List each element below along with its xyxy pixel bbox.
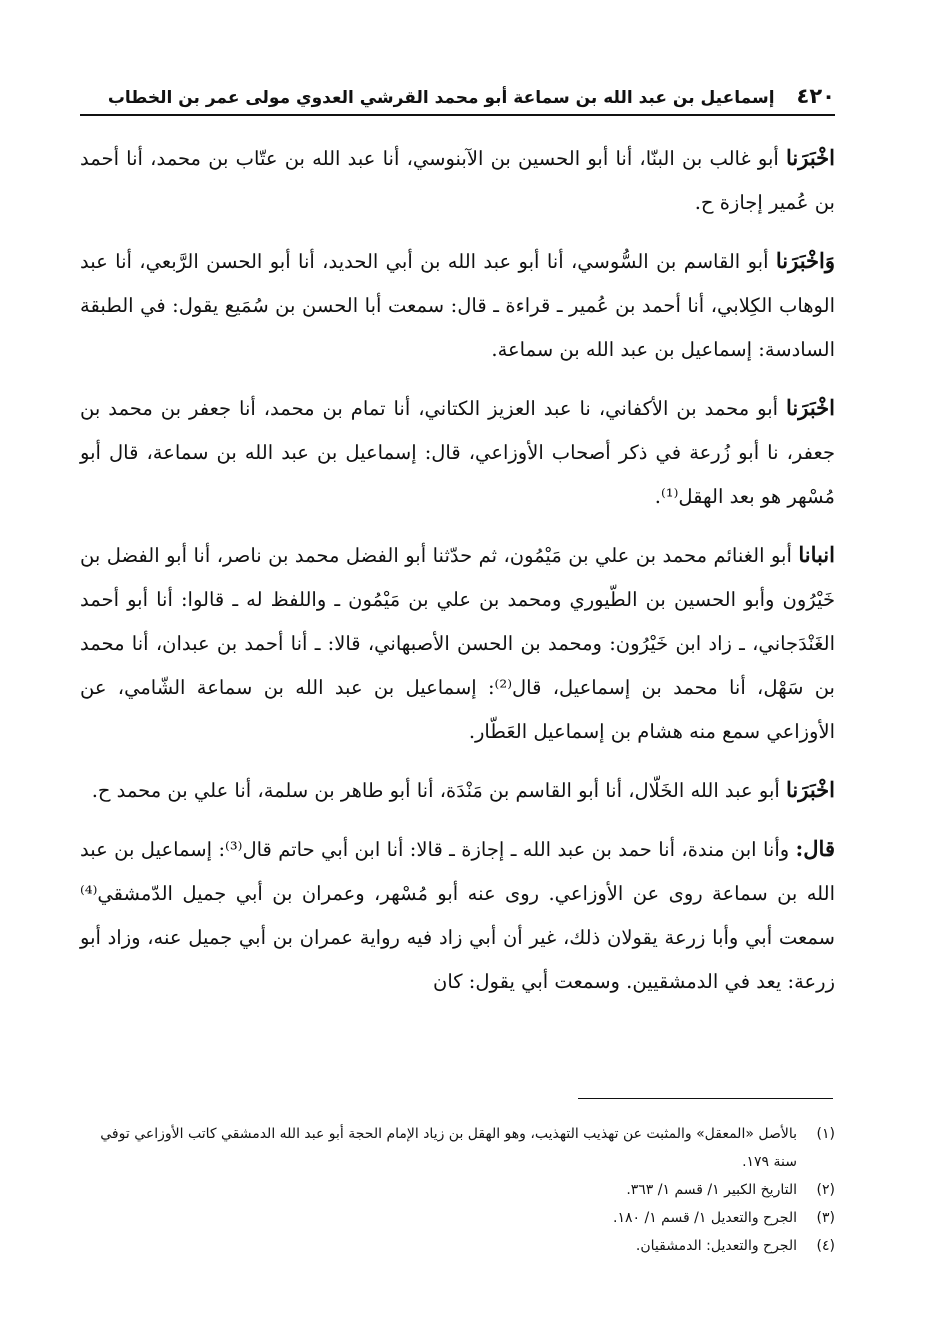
footnote — [80, 1232, 835, 1260]
paragraph-text: أبو محمد بن الأكفاني، نا عبد العزيز الكتاني، أنا تمام بن محمد، أنا جعفر بن محمد بن جعفر، نا أبو زُرعة في ذكر أصحاب الأوزاعي، قال: إسماعيل بن عبد الله بن سماعة، قال أبو مُسْهر هو بعد الهقل⁽¹⁾. — [80, 397, 835, 508]
footnote-number: (٣) — [816, 1210, 835, 1226]
paragraph-text: أبو الغنائم محمد بن علي بن مَيْمُون، ثم حدّثنا أبو الفضل محمد بن ناصر، أنا أبو الفضل بن خَيْرُون وأبو الحسين بن الطّيوري ومحمد بن علي بن مَيْمُون ـ واللفظ له ـ قالوا: أنا أبو أحمد الغَنْدَجاني، ـ زاد ابن خَيْرُون: ومحمد بن الحسن الأصبهاني، قالا: ـ أنا أحمد بن عبدان، أنا محمد بن سَهْل، أنا محمد بن إسماعيل، قال⁽²⁾: إسماعيل بن عبد الله بن سماعة الشّامي، عن الأوزاعي سمع منه هشام بن إسماعيل العَطّار. — [80, 544, 835, 743]
paragraph-lead: قال: — [795, 836, 835, 861]
paragraph — [80, 386, 835, 519]
footnote-text: الجرح والتعديل ١/ قسم ١/ ١٨٠. — [613, 1210, 797, 1226]
footnote — [80, 1120, 835, 1176]
running-title: إسماعيل بن عبد الله بن سماعة أبو محمد القرشي العدوي مولى عمر بن الخطاب — [107, 88, 775, 108]
footnote — [80, 1204, 835, 1232]
paragraph-text: وأنا ابن مندة، أنا حمد بن عبد الله ـ إجازة ـ قالا: أنا ابن أبي حاتم قال⁽³⁾: إسماعيل بن عبد الله بن سماعة روى عن الأوزاعي. روى عنه أبو مُسْهر، وعمران بن أبي جميل الدّمشقي⁽⁴⁾ سمعت أبي وأبا زرعة يقولان ذلك، غير أن أبي زاد فيه رواية عمران بن أبي جميل عنه، وزاد أبو زرعة: يعد في الدمشقيين. وسمعت أبي يقول: كان — [80, 838, 835, 993]
footnote-text: بالأصل «المعقل» والمثبت عن تهذيب التهذيب، وهو الهقل بن زياد الإمام الحجة أبو عبد الله الدمشقي كاتب الأوزاعي توفي سنة ١٧٩. — [100, 1126, 797, 1170]
footnote — [80, 1176, 835, 1204]
paragraph-lead: اخْبَرَنا — [786, 145, 835, 170]
paragraph-text: أبو القاسم بن السُّوسي، أنا أبو عبد الله بن أبي الحديد، أنا أبو الحسن الرَّبعي، أنا عبد الوهاب الكِلابي، أنا أحمد بن عُمير ـ قراءة ـ قال: سمعت أبا الحسن بن سُمَيع يقول: في الطبقة السادسة: إسماعيل بن عبد الله بن سماعة. — [80, 250, 835, 361]
footnote-rule — [578, 1098, 833, 1099]
paragraph — [80, 239, 835, 372]
paragraph — [80, 827, 835, 1004]
paragraph — [80, 136, 835, 225]
footnote-number: (١) — [816, 1126, 835, 1142]
paragraph-lead: وَاخْبَرَنا — [775, 248, 835, 273]
page-number: ٤٢٠ — [796, 84, 835, 108]
footnote-number: (٤) — [816, 1238, 835, 1254]
footnote-number: (٢) — [816, 1182, 835, 1198]
footnote-text: التاريخ الكبير ١/ قسم ١/ ٣٦٣. — [626, 1182, 797, 1198]
paragraph-text: أبو غالب بن البنّا، أنا أبو الحسين بن الآبنوسي، أنا عبد الله بن عتّاب بن محمد، أنا أحمد بن عُمير إجازة ح. — [80, 147, 835, 214]
main-text — [80, 136, 835, 1018]
page-header — [80, 74, 835, 108]
paragraph-lead: انبانا — [798, 542, 835, 567]
footnotes — [80, 1120, 835, 1260]
paragraph — [80, 768, 835, 813]
paragraph-lead: اخْبَرَنا — [786, 777, 835, 802]
paragraph-text: أبو عبد الله الخَلّال، أنا أبو القاسم بن مَنْدَة، أنا أبو طاهر بن سلمة، أنا علي بن محمد ح. — [91, 779, 787, 802]
paragraph-lead: اخْبَرَنا — [786, 395, 835, 420]
footnote-text: الجرح والتعديل: الدمشقيان. — [635, 1238, 797, 1254]
paragraph — [80, 533, 835, 754]
header-rule — [80, 114, 835, 116]
